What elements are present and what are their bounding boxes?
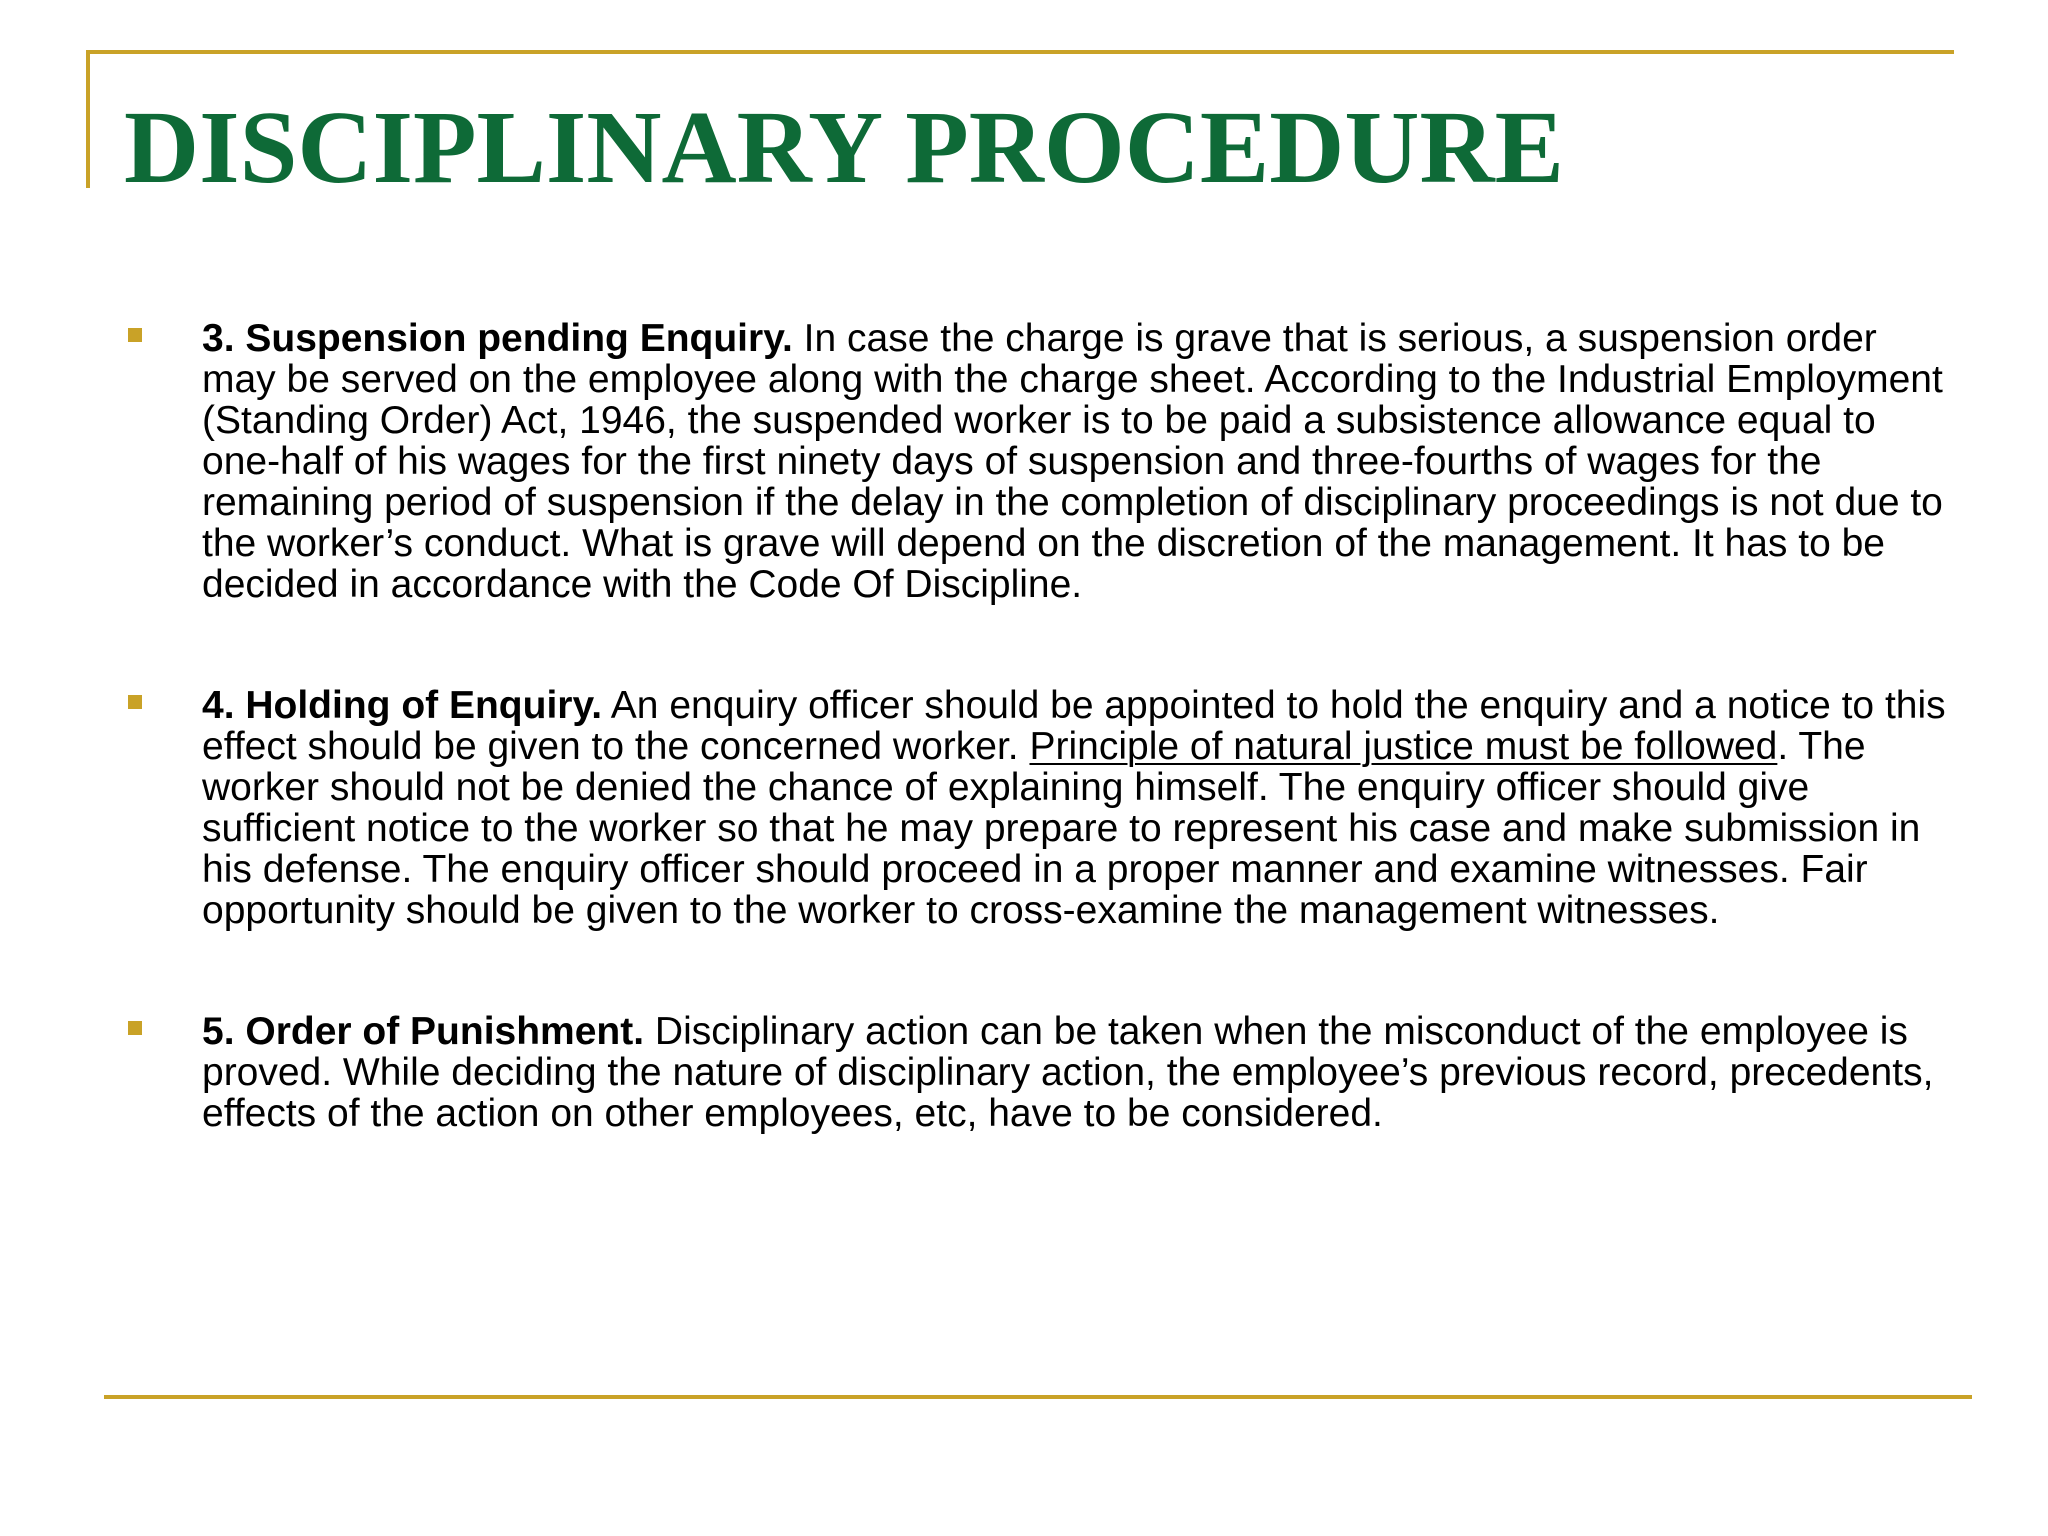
bullet-text: An enquiry officer should be appointed to hold the enquiry and a notice to this effect should be given to the concerned worker. xyxy=(202,684,1946,768)
bullet-list xyxy=(124,318,1954,1214)
bullet-paragraph xyxy=(202,685,1954,931)
bullet-item-enquiry xyxy=(124,685,1954,931)
bullet-text: . The worker should not be denied the chance of explaining himself. The enquiry officer should give sufficient notice to the worker so that he may prepare to represent his case and make submission in his defense. The enquiry officer should proceed in a proper manner and examine witnesses. Fair opportunity should be given to the worker to cross-examine the management witnesses. xyxy=(202,725,1921,932)
bullet-heading: 4. Holding of Enquiry. xyxy=(202,684,603,727)
slide-title: DISCIPLINARY PROCEDURE xyxy=(124,90,1564,205)
square-bullet-icon xyxy=(128,1021,142,1035)
bullet-paragraph xyxy=(202,318,1954,605)
bullet-item-punishment xyxy=(124,1011,1954,1134)
underlined-text: Principle of natural justice must be followed xyxy=(1029,725,1778,768)
bullet-paragraph xyxy=(202,1011,1954,1134)
square-bullet-icon xyxy=(128,328,142,342)
left-border-line xyxy=(86,50,90,188)
square-bullet-icon xyxy=(128,695,142,709)
bullet-heading: 5. Order of Punishment. xyxy=(202,1010,645,1053)
bullet-heading: 3. Suspension pending Enquiry. xyxy=(202,317,793,360)
bullet-text: In case the charge is grave that is serious, a suspension order may be served on the employee along with the charge sheet. According to the Industrial Employment (Standing Order) Act, 1946, the suspended worker is to be paid a subsistence allowance equal to one-half of his wages for the first ninety days of suspension and three-fourths of wages for the remaining period of suspension if the delay in the completion of disciplinary proceedings is not due to the worker’s conduct. What is grave will depend on the discretion of the management. It has to be decided in accordance with the Code Of Discipline. xyxy=(202,317,1943,606)
bullet-item-suspension xyxy=(124,318,1954,605)
bullet-text: Disciplinary action can be taken when the misconduct of the employee is proved. While deciding the nature of disciplinary action, the employee’s previous record, precedents, effects of the action on other employees, etc, have to be considered. xyxy=(202,1010,1934,1135)
top-border-line xyxy=(86,50,1954,54)
bottom-border-line xyxy=(104,1395,1972,1399)
